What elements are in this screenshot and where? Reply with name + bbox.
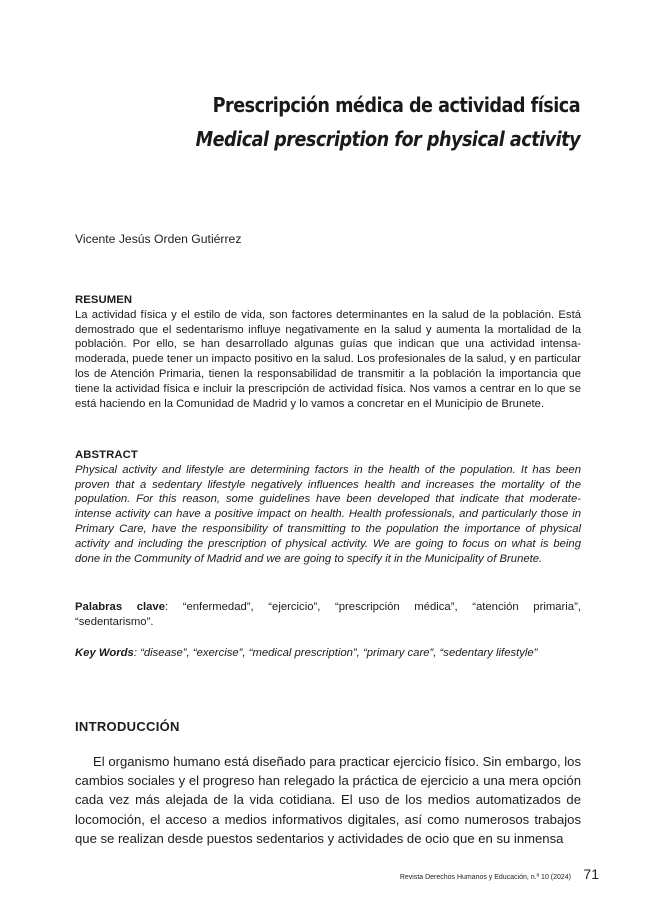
author-name: Vicente Jesús Orden Gutiérrez	[75, 232, 242, 246]
resumen-section	[75, 293, 581, 411]
page-number: 71	[583, 866, 599, 882]
footer-journal: Revista Derechos Humanos y Educación, n.º 10 (2024)	[400, 872, 572, 881]
page-footer	[385, 866, 599, 882]
introduction-body: El organismo humano está diseñado para practicar ejercicio físico. Sin embargo, los cambios sociales y el progreso han relegado la práctica de ejercicio a una mera opción cada vez más alejada de la vida cotidiana. El uso de los medios automatizados de locomoción, el acceso a medios informativos digitales, así como numerosos trabajos que se realizan desde puestos sedentarios y actividades de ocio que en su inmensa	[75, 754, 581, 846]
keywords-spanish-values: : “enfermedad”, “ejercicio”, “prescripción médica”, “atención primaria”, “sedentarismo”.	[75, 601, 581, 628]
keywords-english-label: Key Words	[75, 647, 134, 659]
title-spanish: Prescripción médica de actividad física	[212, 93, 580, 117]
title-block	[133, 88, 580, 156]
keywords-spanish-label: Palabras clave	[75, 601, 165, 613]
abstract-heading: ABSTRACT	[75, 449, 138, 461]
resumen-body: La actividad física y el estilo de vida, son factores determinantes en la salud de la población. Está demostrado que el sedentarismo influye negativamente en la salud y aumenta la mortalidad de la población. Por ello, se han desarrollado algunas guías que indican que una actividad intensa-moderada, puede tener un impacto positivo en la salud. Los profesionales de la salud, y en particular los de Atención Primaria, tienen la responsabilidad de transmitir a la población la importancia que tiene la actividad física e incluir la prescripción de actividad física. Nos vamos a centrar en lo que se está haciendo en la Comunidad de Madrid y lo vamos a concretar en el Municipio de Brunete.	[75, 308, 581, 410]
resumen-heading: RESUMEN	[75, 294, 133, 306]
introduction-heading: INTRODUCCIÓN	[75, 719, 180, 734]
keywords-spanish	[75, 600, 581, 630]
keywords-english	[75, 646, 581, 661]
abstract-body: Physical activity and lifestyle are determining factors in the health of the population. It has been proven that a sedentary lifestyle negatively influences health and increases the mortality of the population. For this reason, some guidelines have been developed that indicate that moderate-intense activity can have a positive impact on health. Health professionals, and particularly those in Primary Care, have the responsibility of transmitting to the population the importance of physical activity and including the prescription of physical activity. We are going to focus on what is being done in the Community of Madrid and we are going to specify it in the Municipality of Brunete.	[75, 463, 581, 565]
abstract-section	[75, 448, 581, 566]
keywords-english-values: : “disease”, “exercise”, “medical prescription”, “primary care”, “sedentary lifestyle”	[133, 647, 538, 659]
title-english: Medical prescription for physical activity	[195, 127, 580, 151]
